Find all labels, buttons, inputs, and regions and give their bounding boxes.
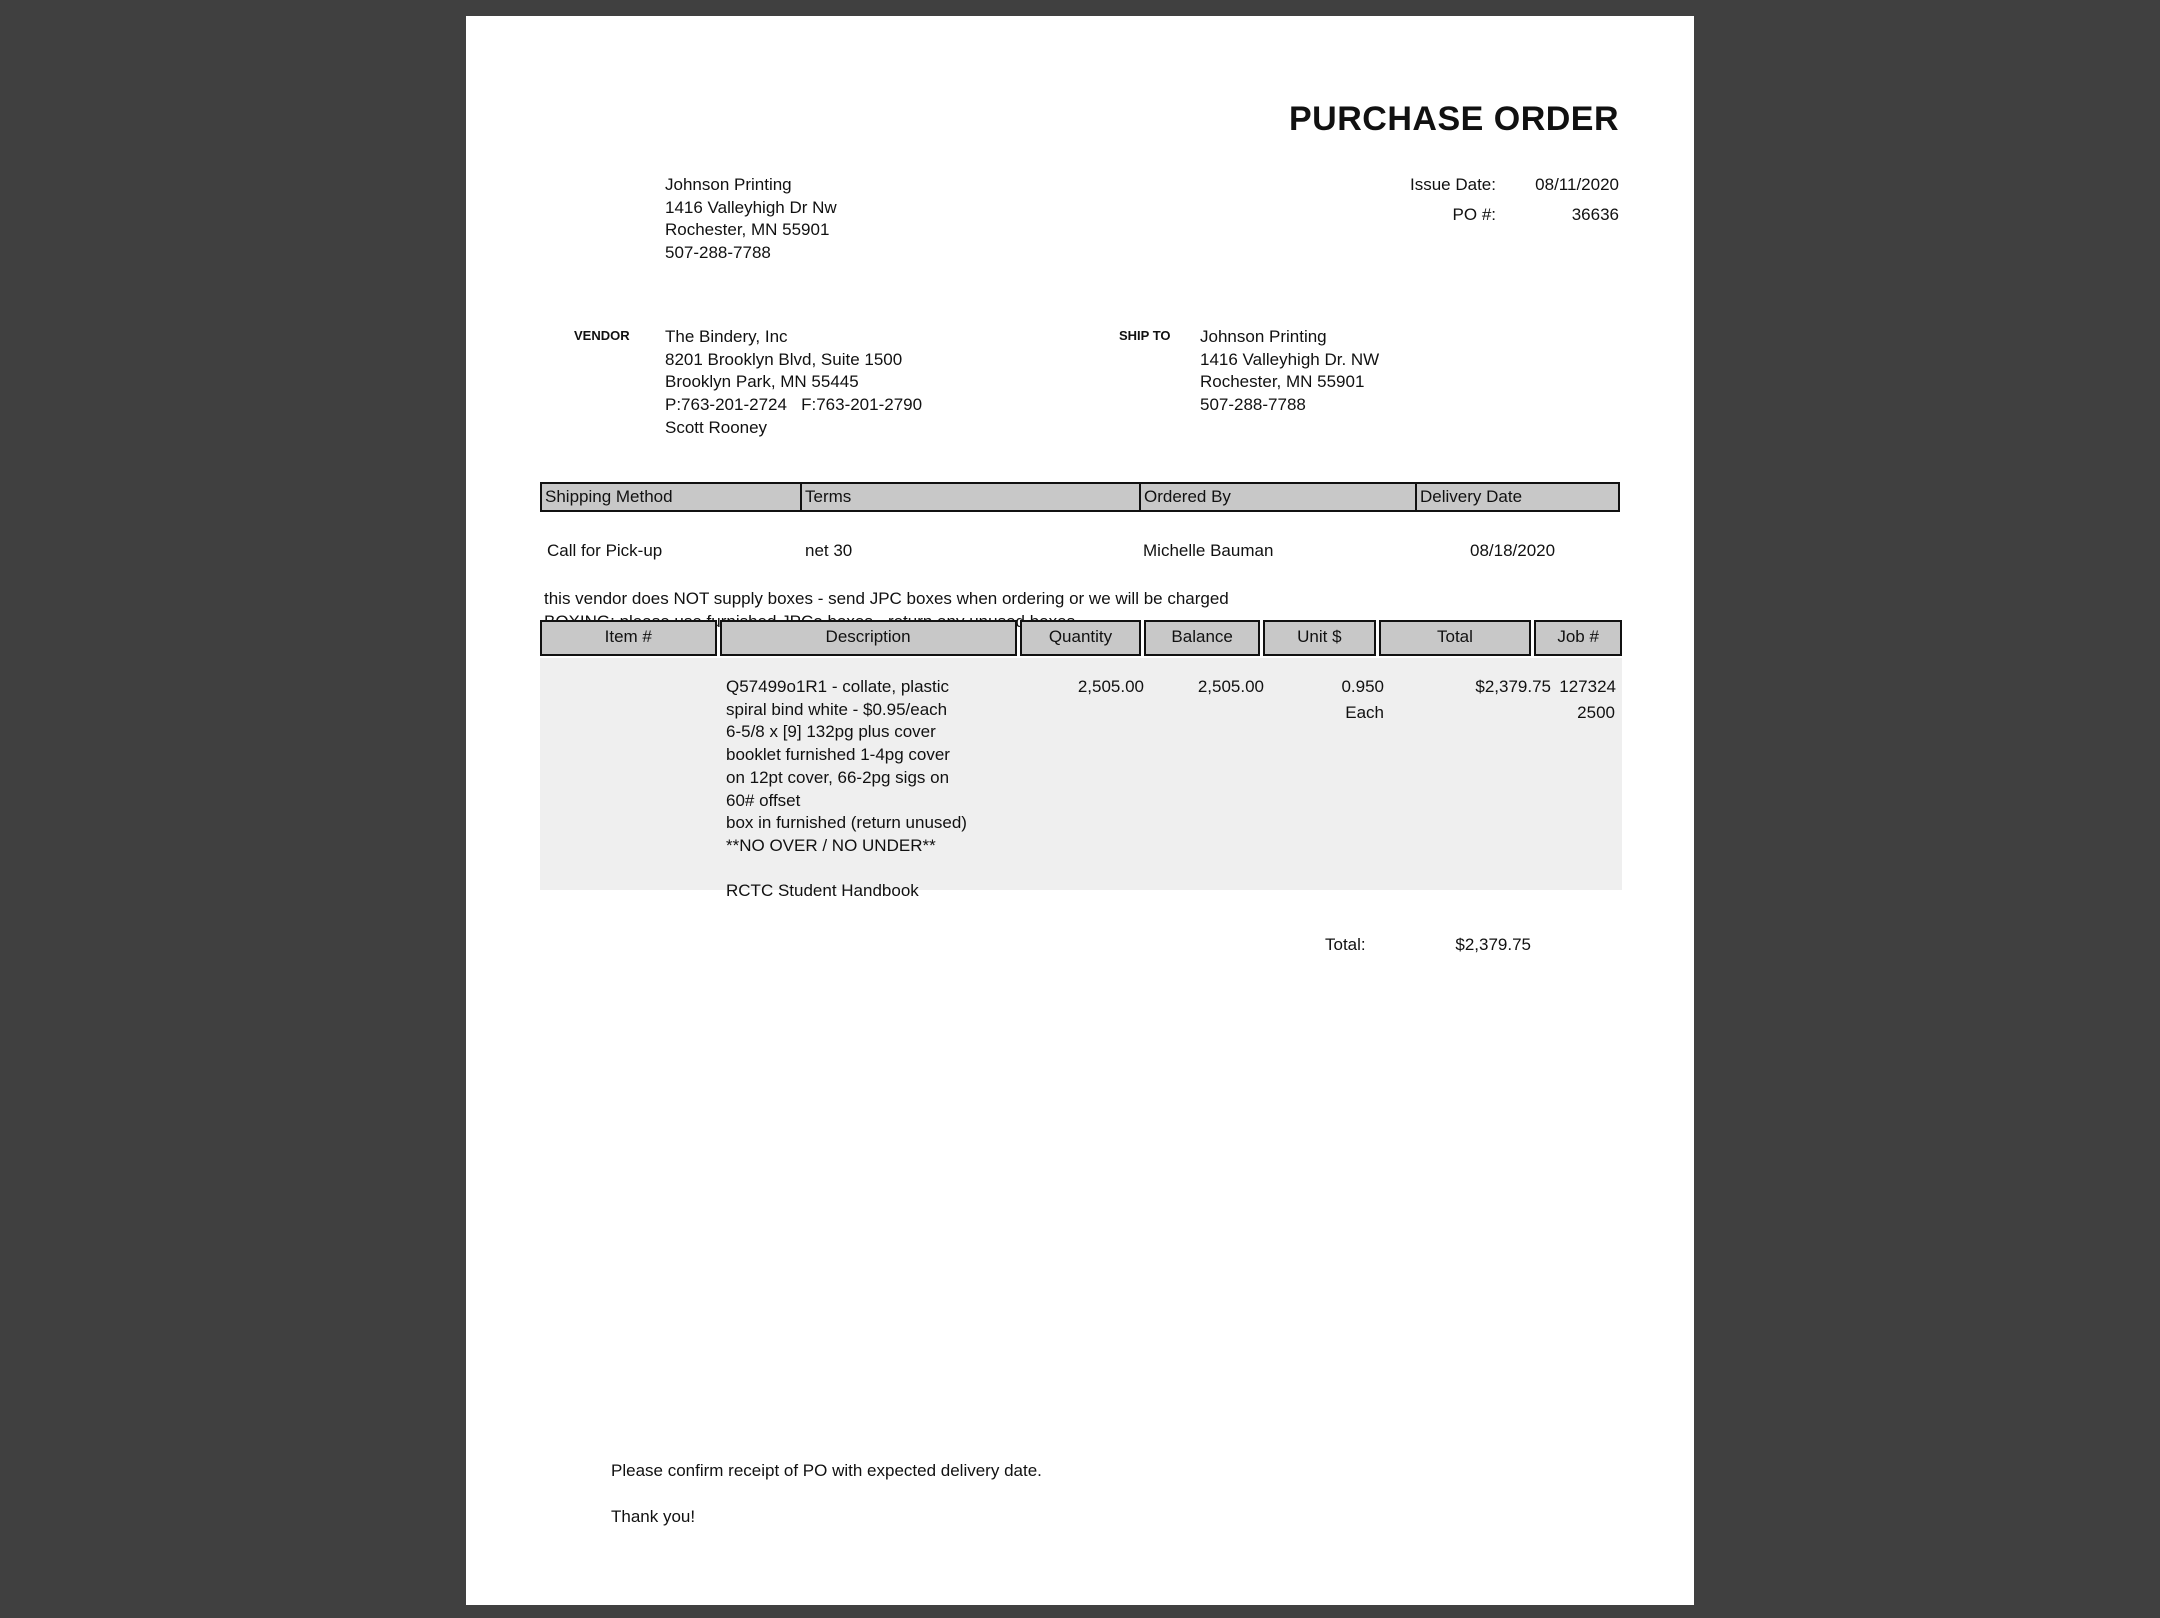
col-header-item: Item #: [540, 620, 717, 656]
job-sub-cell: 2500: [1577, 703, 1615, 722]
col-header-balance: Balance: [1144, 620, 1260, 656]
po-number-value: 36636: [1571, 205, 1619, 224]
col-header-description: Description: [720, 620, 1017, 656]
footer-thanks-text: Thank you!: [611, 1507, 696, 1526]
ship-to-name: Johnson Printing: [1200, 327, 1327, 346]
vendor-label: VENDOR: [574, 328, 630, 343]
table-row: [540, 658, 1622, 901]
description-line: booklet furnished 1-4pg cover: [726, 745, 950, 765]
terms-value: net 30: [805, 541, 853, 560]
po-number-label: PO #:: [1452, 205, 1496, 224]
company-address: [665, 174, 837, 265]
vendor-address: [665, 326, 922, 440]
note-line: this vendor does NOT supply boxes - send JPC boxes when ordering or we will be charged: [544, 589, 1229, 608]
ship-to-label: SHIP TO: [1119, 328, 1171, 343]
delivery-date-value: 08/18/2020: [1470, 541, 1556, 560]
shipping-method-value: Call for Pick-up: [547, 541, 663, 560]
description-line: **NO OVER / NO UNDER**: [726, 835, 936, 855]
grand-total-label: Total:: [1325, 935, 1366, 954]
ordered-by-value: Michelle Bauman: [1143, 541, 1274, 560]
info-header-shipping-method: Shipping Method: [542, 484, 802, 510]
balance-cell: 2,505.00: [1197, 677, 1264, 696]
grand-total-value: $2,379.75: [1455, 935, 1531, 954]
order-info-header: [540, 482, 1620, 512]
col-header-quantity: Quantity: [1020, 620, 1142, 656]
ship-to-address-line2: Rochester, MN 55901: [1200, 372, 1365, 392]
unit-cell: Each: [1345, 703, 1384, 722]
company-phone: 507-288-7788: [665, 243, 771, 263]
ship-to-phone: 507-288-7788: [1200, 395, 1306, 415]
total-cell: $2,379.75: [1475, 677, 1551, 696]
info-header-terms: Terms: [802, 484, 1141, 510]
footer-confirm-text: Please confirm receipt of PO with expected delivery date.: [611, 1461, 1042, 1480]
description-line: [726, 858, 967, 881]
vendor-name: The Bindery, Inc: [665, 327, 788, 346]
ship-to-address: [1200, 326, 1379, 417]
description-line: box in furnished (return unused): [726, 813, 967, 833]
issue-date-label: Issue Date:: [1410, 175, 1496, 194]
col-header-total: Total: [1379, 620, 1532, 656]
vendor-contact: Scott Rooney: [665, 417, 768, 437]
vendor-address-line1: 8201 Brooklyn Blvd, Suite 1500: [665, 349, 903, 369]
company-address-line2: Rochester, MN 55901: [665, 220, 830, 240]
quantity-cell: 2,505.00: [1077, 677, 1144, 696]
description-line: on 12pt cover, 66-2pg sigs on: [726, 767, 950, 787]
description-cell: [726, 676, 967, 903]
col-header-unit-price: Unit $: [1263, 620, 1376, 656]
job-cell: 127324: [1559, 677, 1616, 696]
description-line: 6-5/8 x [9] 132pg plus cover: [726, 722, 936, 742]
document-page: [466, 16, 1694, 1605]
issue-date-value: 08/11/2020: [1535, 175, 1619, 194]
company-name: Johnson Printing: [665, 175, 792, 194]
document-title: PURCHASE ORDER: [1289, 100, 1620, 138]
unit-price-cell: 0.950: [1341, 677, 1384, 696]
description-line: Q57499o1R1 - collate, plastic: [726, 677, 950, 696]
ship-to-address-line1: 1416 Valleyhigh Dr. NW: [1200, 349, 1380, 369]
info-header-ordered-by: Ordered By: [1141, 484, 1417, 510]
vendor-address-line2: Brooklyn Park, MN 55445: [665, 372, 859, 392]
description-line: RCTC Student Handbook: [726, 881, 919, 901]
items-table-header: [540, 620, 1622, 656]
info-header-delivery-date: Delivery Date: [1420, 487, 1523, 506]
description-line: spiral bind white - $0.95/each: [726, 699, 948, 719]
description-line: 60# offset: [726, 790, 801, 810]
vendor-phone-fax: P:763-201-2724 F:763-201-2790: [665, 395, 923, 415]
company-address-line1: 1416 Valleyhigh Dr Nw: [665, 197, 837, 217]
col-header-job: Job #: [1534, 620, 1622, 656]
